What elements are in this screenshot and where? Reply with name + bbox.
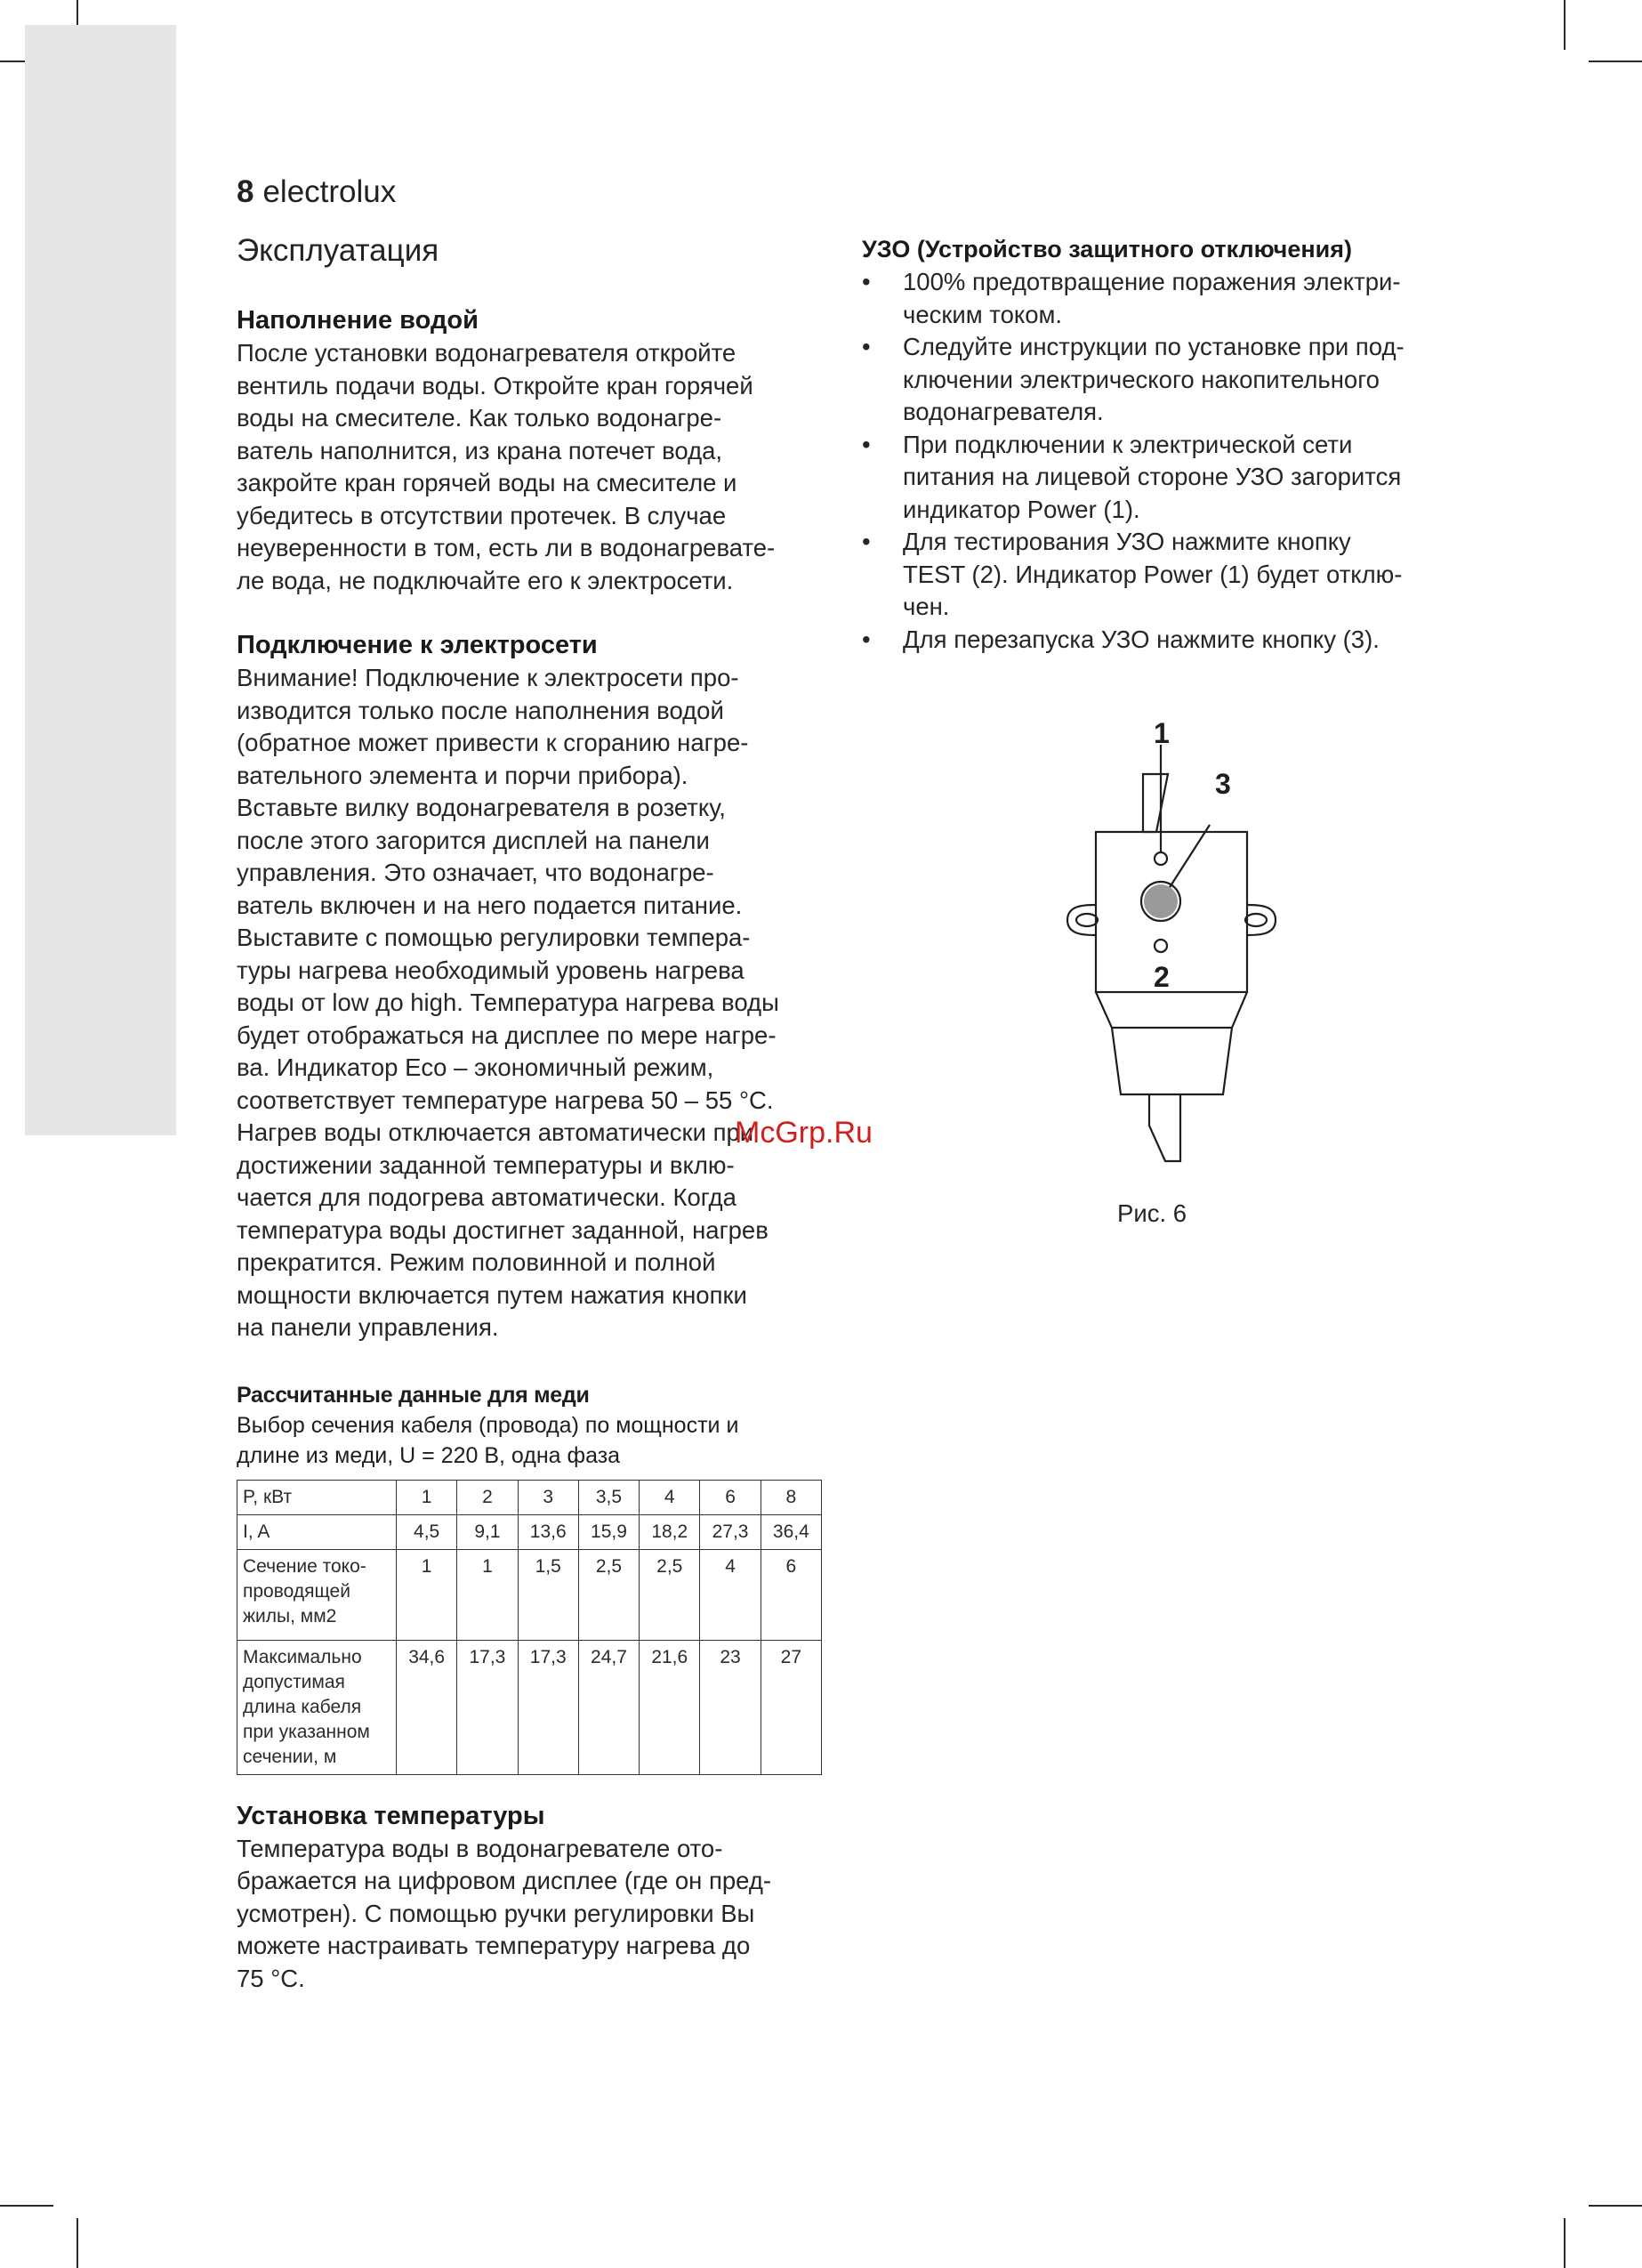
filling-heading: Наполнение водой <box>237 306 479 335</box>
text-line: неуверенности в том, есть ли в водонагревате- <box>237 534 776 561</box>
row-header: I, A <box>237 1514 397 1549</box>
table-cell: 4,5 <box>397 1514 457 1549</box>
text-line: водонагревателя. <box>903 398 1104 425</box>
section-title: Эксплуатация <box>237 233 439 268</box>
page-number: 8 <box>237 174 254 209</box>
text-line: Для тестирования УЗО нажмите кнопку <box>903 528 1351 555</box>
temperature-heading: Установка температуры <box>237 1801 545 1830</box>
text-line: мощности включается путем нажатия кнопки <box>237 1280 747 1309</box>
power-indicator <box>1155 852 1167 865</box>
table-cell: 6 <box>700 1480 761 1514</box>
text-line: (обратное может привести к сгоранию нагре- <box>237 729 749 756</box>
figure-caption: Рис. 6 <box>1117 1199 1187 1227</box>
crop-mark <box>1589 61 1642 62</box>
table-cell: 1 <box>457 1549 518 1640</box>
side-lug-right <box>1247 905 1276 935</box>
table-cell: 1 <box>397 1549 457 1640</box>
table-cell: 36,4 <box>761 1514 821 1549</box>
reset-button-fill <box>1144 884 1178 918</box>
left-column <box>237 233 833 1995</box>
table-cell: 27,3 <box>700 1514 761 1549</box>
table-row <box>237 1549 822 1640</box>
text-line: Следуйте инструкции по установке при под- <box>903 333 1405 360</box>
table-row <box>237 1640 822 1774</box>
table-cell: 17,3 <box>457 1640 518 1774</box>
text-line: изводится только после наполнения водой <box>237 696 724 724</box>
plug-taper <box>1096 992 1247 1094</box>
table-cell: 2 <box>457 1480 518 1514</box>
text-line: воды на смесителе. Как только водонагре- <box>237 404 722 432</box>
text-line: ва. Индикатор Eco – экономичный режим, <box>237 1053 714 1081</box>
text-line: ключении электрического накопительного <box>903 365 1380 393</box>
text-line: При подключении к электрической сети <box>903 430 1353 458</box>
connection-text <box>237 662 833 1344</box>
text-line: будет отображаться на дисплее по мере нагре- <box>237 1021 777 1049</box>
table-cell: 27 <box>761 1640 821 1774</box>
text-line: прекратится. Режим половинной и полной <box>237 1248 716 1276</box>
cable-top <box>1143 774 1168 832</box>
table-subtitle-line: Выбор сечения кабеля (провода) по мощности и <box>237 1412 739 1438</box>
text-line: 75 °C. <box>237 1964 305 1992</box>
bullet-icon: • <box>862 268 871 295</box>
uzo-list <box>862 266 1485 656</box>
temperature-text <box>237 1833 833 1996</box>
list-item <box>862 526 1485 624</box>
text-line: на панели управления. <box>237 1313 499 1341</box>
list-item <box>862 429 1485 527</box>
table-cell: 4 <box>640 1480 700 1514</box>
text-line: вательного элемента и порчи прибора). <box>237 761 688 789</box>
table-cell: 15,9 <box>578 1514 639 1549</box>
right-column <box>862 233 1485 656</box>
side-lug-left <box>1067 905 1096 935</box>
text-line: После установки водонагревателя откройте <box>237 339 736 367</box>
table-cell: 3,5 <box>578 1480 639 1514</box>
label-3: 3 <box>1215 768 1231 800</box>
text-line: усмотрен). С помощью ручки регулировки Вы <box>237 1899 755 1927</box>
leader-3 <box>1165 825 1210 894</box>
table-cell: 21,6 <box>640 1640 700 1774</box>
row-header: Сечение токо- проводящей жилы, мм2 <box>237 1549 397 1640</box>
label-1: 1 <box>1154 717 1170 749</box>
crop-mark <box>0 2205 53 2207</box>
text-line: вентиль подачи воды. Откройте кран горячей <box>237 371 753 400</box>
text-line: Температура воды в водонагревателе ото- <box>237 1834 723 1862</box>
rcd-plug-diagram <box>1041 707 1308 1170</box>
text-line: TEST (2). Индикатор Power (1) будет отклю- <box>903 560 1403 588</box>
table-cell: 1 <box>397 1480 457 1514</box>
table-cell: 1,5 <box>518 1549 578 1640</box>
text-line: температура воды достигнет заданной, нагрев <box>237 1215 769 1244</box>
side-tab-band <box>25 25 176 1135</box>
test-button <box>1155 940 1167 952</box>
crop-mark <box>1589 2205 1642 2207</box>
text-line: бражается на цифровом дисплее (где он пред- <box>237 1867 772 1894</box>
text-line: индикатор Power (1). <box>903 495 1140 523</box>
text-line: ватель наполнится, из крана потечет вода, <box>237 436 723 464</box>
table-title: Рассчитанные данные для меди <box>237 1382 590 1408</box>
text-line: чен. <box>903 593 950 620</box>
bullet-icon: • <box>862 528 871 555</box>
list-item <box>862 266 1485 331</box>
table-cell: 9,1 <box>457 1514 518 1549</box>
connection-heading: Подключение к электросети <box>237 631 598 659</box>
table-cell: 3 <box>518 1480 578 1514</box>
text-line: Нагрев воды отключается автоматически при <box>237 1118 754 1146</box>
page-header <box>237 174 396 210</box>
table-subtitle-line: длине из меди, U = 220 В, одна фаза <box>237 1442 621 1468</box>
brand-name: electrolux <box>262 174 397 209</box>
table-cell: 4 <box>700 1549 761 1640</box>
label-2: 2 <box>1154 961 1170 993</box>
text-line: после этого загорится дисплей на панели <box>237 826 710 854</box>
text-line: управления. Это означает, что водонагре- <box>237 859 714 886</box>
cable-table <box>237 1480 822 1775</box>
text-line: питания на лицевой стороне УЗО загорится <box>903 463 1402 490</box>
table-cell: 34,6 <box>397 1640 457 1774</box>
text-line: Для перезапуска УЗО нажмите кнопку (3). <box>903 625 1380 653</box>
table-cell: 18,2 <box>640 1514 700 1549</box>
text-line: чается для подогрева автоматически. Когда <box>237 1183 736 1211</box>
crop-mark <box>1564 0 1566 50</box>
text-line: воды от low до high. Температура нагрева воды <box>237 989 779 1016</box>
table-cell: 8 <box>761 1480 821 1514</box>
table-cell: 13,6 <box>518 1514 578 1549</box>
table-cell: 2,5 <box>640 1549 700 1640</box>
text-line: Выставите с помощью регулировки темпера- <box>237 924 751 951</box>
table-row <box>237 1480 822 1514</box>
text-line: ле вода, не подключайте его к электросети. <box>237 566 734 594</box>
text-line: ческим током. <box>903 300 1063 328</box>
filling-text <box>237 337 833 597</box>
table-cell: 2,5 <box>578 1549 639 1640</box>
bullet-icon: • <box>862 333 871 360</box>
watermark: McGrp.Ru <box>735 1116 873 1150</box>
row-header: Максимально допустимая длина кабеля при указанном сечении, м <box>237 1640 397 1774</box>
table-row <box>237 1514 822 1549</box>
text-line: туры нагрева необходимый уровень нагрева <box>237 956 745 984</box>
crop-mark <box>76 2218 78 2268</box>
list-item <box>862 331 1485 429</box>
table-cell: 6 <box>761 1549 821 1640</box>
bullet-icon: • <box>862 430 871 458</box>
text-line: можете настраивать температуру нагрева до <box>237 1932 751 1959</box>
cable-bottom <box>1149 1094 1180 1161</box>
table-cell: 17,3 <box>518 1640 578 1774</box>
bullet-icon: • <box>862 625 871 653</box>
table-cell: 23 <box>700 1640 761 1774</box>
text-line: ватель включен и на него подается питание. <box>237 891 743 919</box>
row-header: P, кВт <box>237 1480 397 1514</box>
text-line: Внимание! Подключение к электросети про- <box>237 664 739 691</box>
crop-mark <box>1564 2218 1566 2268</box>
text-line: 100% предотвращение поражения электри- <box>903 268 1401 295</box>
table-cell: 24,7 <box>578 1640 639 1774</box>
text-line: Вставьте вилку водонагревателя в розетку, <box>237 794 726 821</box>
uzo-heading: УЗО (Устройство защитного отключения) <box>862 236 1353 262</box>
text-line: закройте кран горячей воды на смесителе и <box>237 469 737 496</box>
text-line: достижении заданной температуры и вклю- <box>237 1150 735 1179</box>
text-line: убедитесь в отсутствии протечек. В случае <box>237 501 727 529</box>
text-line: соответствует температуре нагрева 50 – 55 °C. <box>237 1086 774 1114</box>
list-item <box>862 624 1485 657</box>
